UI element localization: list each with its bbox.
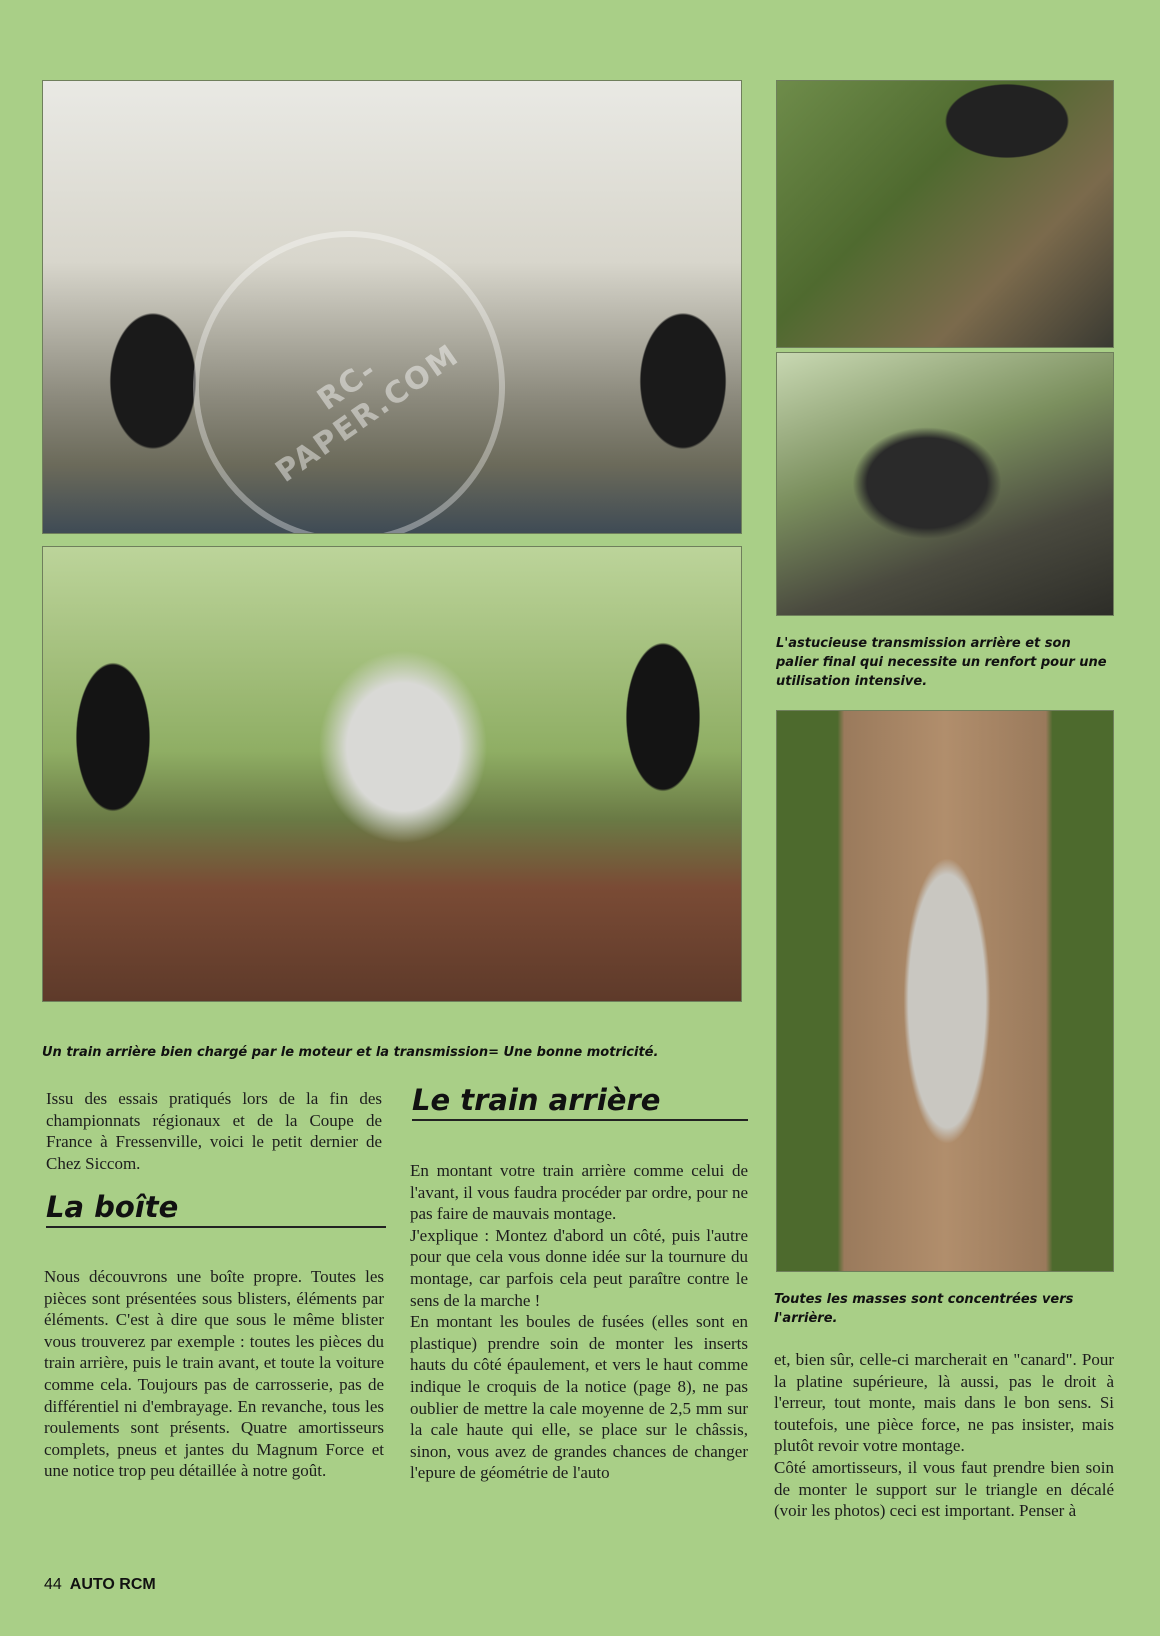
caption-transmission: L'astucieuse transmission arrière et son palier final qui necessite un renfort pour une utilisation intensive. [776, 636, 1107, 689]
caption-rear-train: Un train arrière bien chargé par le moteur et la transmission= Une bonne motricité. [42, 1045, 659, 1060]
intro-paragraph [46, 1088, 382, 1174]
photo-chassis-top [776, 710, 1114, 1272]
photo-rear-gear-closeup [42, 80, 742, 534]
watermark-logo [132, 170, 567, 534]
magazine-name: AUTO RCM [69, 1576, 156, 1593]
boite-paragraph [44, 1266, 384, 1482]
caption-masses: Toutes les masses sont concentrées vers l'arrière. [774, 1292, 1074, 1326]
train-paragraph-2: J'explique : Montez d'abord un côté, puis l'autre pour que cela vous donne idée sur la tournure du montage, car parfois cela peut paraître contre le sens de la marche ! [410, 1225, 748, 1310]
col3-paragraph-2: Côté amortisseurs, il vous faut prendre bien soin de monter le support sur le triangle en décalé (voir les photos) ceci est important. Penser à [774, 1457, 1114, 1521]
train-paragraph-3: En montant les boules de fusées (elles sont en plastique) prendre soin de monter les inserts hauts du côté épaulement, et vers le haut comme indique le croquis de la notice (page 8), ne pas oublier de mettre la cale moyenne de 2,5 mm sur la cale haute qui elle, se place sur le châssis, sinon, vous avez de grandes chances de changer l'epure de géométrie de l'auto [410, 1312, 748, 1483]
boite-text: Nous découvrons une boîte propre. Toutes les pièces sont présentées sous blisters, éléments par éléments. C'est à dire que sous le même blister vous trouverez par exemple : toutes les pièces du train arrière, puis le train avant, et toute la voiture comme cela. Toujours pas de carrosserie, pas de différentiel ni d'embrayage. En revanche, tous les roulements sont présents. Quatre amortisseurs complets, pneus et jantes du Magnum Force et une notice trop peu détaillée à notre goût. [44, 1267, 384, 1481]
intro-text: Issu des essais pratiqués lors de la fin des championnats régionaux et de la Coupe de France à Fressenville, voici le petit dernier de Chez Siccom. [46, 1089, 382, 1173]
watermark-text: RC-PAPER.COM [269, 337, 466, 490]
photo-transmission-detail [776, 80, 1114, 348]
train-arriere-body [410, 1160, 748, 1484]
heading-train-arriere: Le train arrière [412, 1083, 748, 1121]
photo-transmission-side [776, 352, 1114, 616]
train-paragraph-1: En montant votre train arrière comme celui de l'avant, il vous faudra procéder par ordre, pour ne pas faire de mauvais montage. [410, 1161, 748, 1224]
photo-rear-view [42, 546, 742, 1002]
column-3-body [774, 1349, 1114, 1522]
page-footer [44, 1576, 156, 1594]
heading-la-boite: La boîte [46, 1190, 386, 1228]
page-number: 44 [44, 1576, 62, 1593]
col3-paragraph-1: et, bien sûr, celle-ci marcherait en "canard". Pour la platine supérieure, là aussi, pas le droit à l'erreur, tout monte, mais dans le bon sens. Si toutefois, une pièce force, ne pas insister, mais plutôt revoir votre montage. [774, 1350, 1114, 1456]
